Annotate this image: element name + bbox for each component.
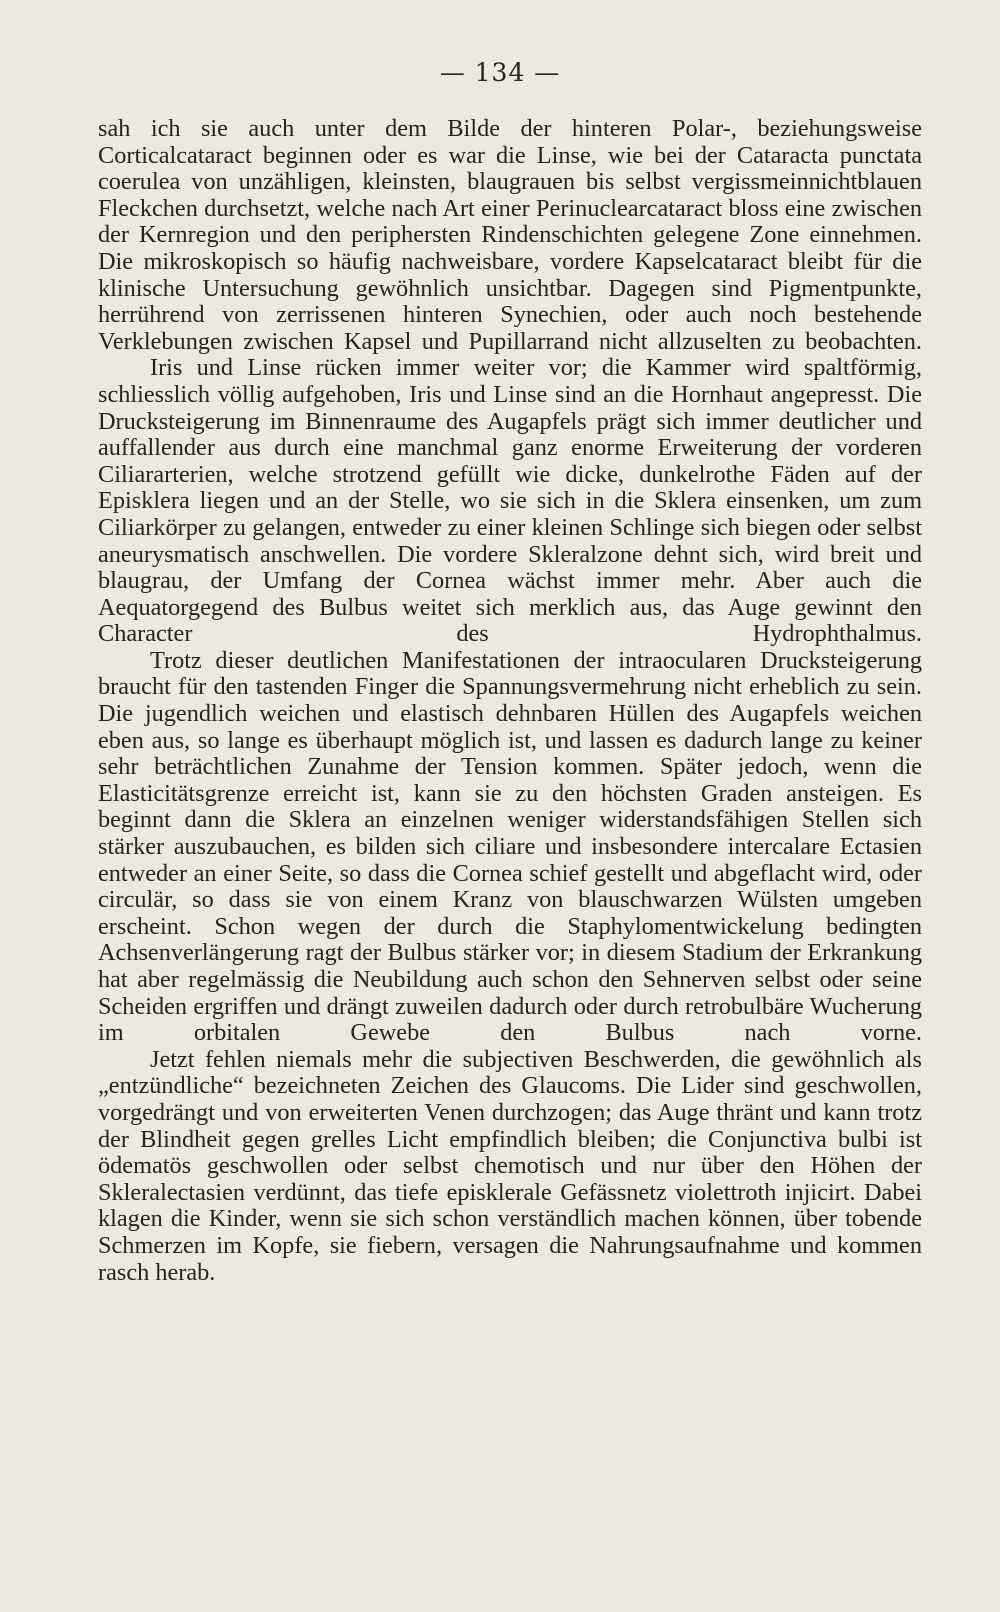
paragraph: Jetzt fehlen niemals mehr die subjectiven Beschwerden, die gewöhnlich als „entzündliche“ bezeichneten Zeichen des Glaucoms. Die Lider sind geschwollen, vorgedrängt und von erweiterten Venen durchzogen; das Auge thränt und kann trotz der Blindheit gegen grelles Licht empfindlich bleiben; die Conjunctiva bulbi ist ödematös geschwollen oder selbst chemotisch und nur über den Höhen der Skleralectasien verdünnt, das tiefe episklerale Gefässnetz violettroth injicirt. Dabei klagen die Kinder, wenn sie sich schon verständlich machen können, über tobende Schmerzen im Kopfe, sie fiebern, versagen die Nahrungsaufnahme und kommen rasch herab. [98,1045,922,1286]
paragraph: Iris und Linse rücken immer weiter vor; die Kammer wird spaltförmig, schliesslich völlig aufgehoben, Iris und Linse sind an die Hornhaut angepresst. Die Drucksteigerung im Binnenraume des Augapfels prägt sich immer deutlicher und auffallender aus durch eine manchmal ganz enorme Erweiterung der vorderen Ciliararterien, welche strotzend gefüllt wie dicke, dunkelrothe Fäden auf der Episklera liegen und an der Stelle, wo sie sich in die Sklera einsenken, um zum Ciliarkörper zu gelangen, entweder zu einer kleinen Schlinge sich biegen oder selbst aneurysmatisch anschwellen. Die vordere Skleralzone dehnt sich, wird breit und blaugrau, der Umfang der Cornea wächst immer mehr. Aber auch die Aequatorgegend des Bulbus weitet sich merklich aus, das Auge gewinnt den Character des Hydrophthalmus. [98,354,922,648]
paragraph: sah ich sie auch unter dem Bilde der hinteren Polar-, beziehungsweise Corticalcataract beginnen oder es war die Linse, wie bei der Cataracta punctata coerulea von unzähligen, kleinsten, blaugrauen bis selbst vergissmeinnichtblauen Fleckchen durchsetzt, welche nach Art einer Perinuclearcataract bloss eine zwischen der Kernregion und den periphersten Rindenschichten gelegene Zone einnehmen. Die mikroskopisch so häufig nachweisbare, vordere Kapselcataract bleibt für die klinische Untersuchung gewöhnlich unsichtbar. Dagegen sind Pigmentpunkte, herrührend von zerrissenen hinteren Synechien, oder auch noch bestehende Verklebungen zwischen Kapsel und Pupillarrand nicht allzuselten zu beobachten. [98,115,922,355]
paragraph: Trotz dieser deutlichen Manifestationen der intraocularen Drucksteigerung braucht für den tastenden Finger die Spannungsvermehrung nicht erheblich zu sein. Die jugendlich weichen und elastisch dehnbaren Hüllen des Augapfels weichen eben aus, so lange es überhaupt möglich ist, und lassen es dadurch lange zu keiner sehr beträchtlichen Zunahme der Tension kommen. Später jedoch, wenn die Elasticitätsgrenze erreicht ist, kann sie zu den höchsten Graden ansteigen. Es beginnt dann die Sklera an einzelnen weniger widerstandsfähigen Stellen sich stärker auszubauchen, es bilden sich ciliare und insbesondere intercalare Ectasien entweder an einer Seite, so dass die Cornea schief gestellt und abgeflacht wird, oder circulär, so dass sie von einem Kranz von blauschwarzen Wülsten umgeben erscheint. Schon wegen der durch die Staphylomentwickelung bedingten Achsenverlängerung ragt der Bulbus stärker vor; in diesem Stadium der Erkrankung hat aber regelmässig die Neubildung auch schon den Sehnerven selbst oder seine Scheiden ergriffen und drängt zuweilen dadurch oder durch retrobulbäre Wucherung im orbitalen Gewebe den Bulbus nach vorne. [98,646,922,1047]
page-number: — 134 — [439,58,561,87]
body-text [98,116,922,1286]
